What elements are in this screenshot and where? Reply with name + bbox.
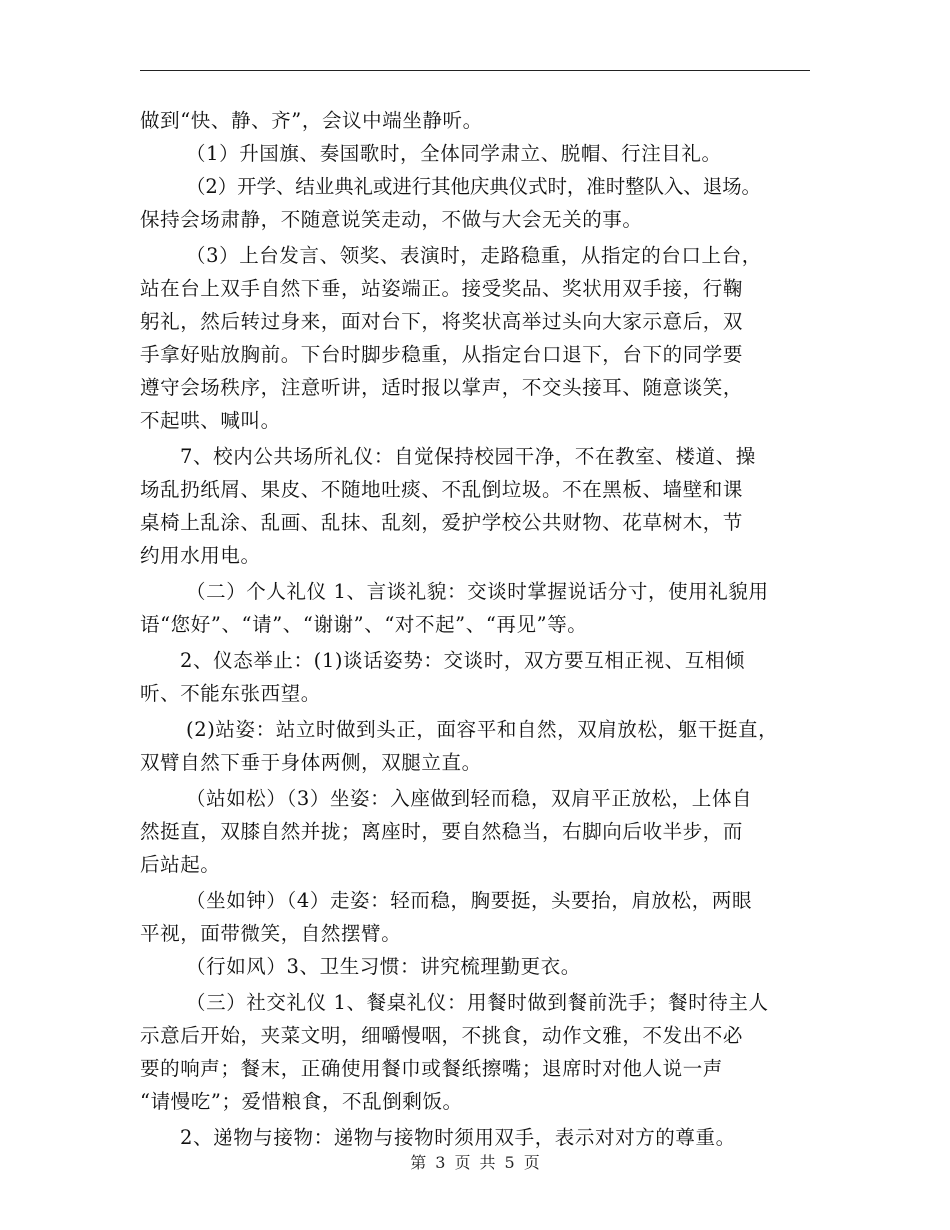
footer-label-unit: 页 bbox=[454, 1153, 471, 1172]
text-line: 双臂自然下垂于身体两侧，双腿立直。 bbox=[140, 751, 482, 774]
text-line: 示意后开始，夹菜文明，细嚼慢咽，不挑食，动作文雅，不发出不必 bbox=[140, 1024, 744, 1047]
text-line: 手拿好贴放胸前。下台时脚步稳重，从指定台口退下，台下的同学要 bbox=[140, 343, 744, 366]
text-line: 2、仪态举止：(1)谈话姿势：交谈时，双方要互相正视、互相倾 bbox=[180, 649, 746, 672]
text-line: 不起哄、喊叫。 bbox=[140, 409, 281, 432]
text-line: 平视，面带微笑，自然摆臂。 bbox=[140, 922, 402, 945]
text-line: 保持会场肃静，不随意说笑走动，不做与大会无关的事。 bbox=[140, 208, 643, 231]
text-line: 做到“快、静、齐”，会议中端坐静听。 bbox=[140, 109, 483, 132]
text-line: 场乱扔纸屑、果皮、不随地吐痰、不乱倒垃圾。不在黑板、墙壁和课 bbox=[140, 478, 744, 501]
footer-label-unit2: 页 bbox=[523, 1153, 540, 1172]
text-line: 躬礼，然后转过身来，面对台下，将奖状高举过头向大家示意后，双 bbox=[140, 310, 744, 333]
text-line: 然挺直，双膝自然并拢；离座时，要自然稳当，右脚向后收半步，而 bbox=[140, 820, 744, 843]
text-line: （2）开学、结业典礼或进行其他庆典仪式时，准时整队入、退场。 bbox=[186, 175, 761, 198]
footer-label-page: 第 bbox=[410, 1153, 427, 1172]
text-line: （二）个人礼仪 1、言谈礼貌：交谈时掌握说话分寸，使用礼貌用 bbox=[186, 580, 769, 603]
header-rule bbox=[140, 70, 810, 71]
text-line: （坐如钟）（4）走姿：轻而稳，胸要挺，头要抬，肩放松，两眼 bbox=[186, 889, 753, 912]
text-line: （1）升国旗、奏国歌时，全体同学肃立、脱帽、行注目礼。 bbox=[186, 142, 722, 165]
text-line: 听、不能东张西望。 bbox=[140, 682, 321, 705]
text-line: 2、递物与接物：递物与接物时须用双手，表示对对方的尊重。 bbox=[180, 1126, 736, 1149]
page-footer bbox=[0, 1150, 950, 1173]
text-line: 遵守会场秩序，注意听讲，适时报以掌声，不交头接耳、随意谈笑， bbox=[140, 376, 744, 399]
text-line: 约用水用电。 bbox=[140, 544, 261, 567]
text-line: （三）社交礼仪 1、餐桌礼仪：用餐时做到餐前洗手；餐时待主人 bbox=[186, 991, 769, 1014]
text-line: 桌椅上乱涂、乱画、乱抹、乱刻，爱护学校公共财物、花草树木，节 bbox=[140, 511, 744, 534]
text-line: （行如风）3、卫生习惯：讲究梳理勤更衣。 bbox=[186, 955, 581, 978]
text-line: 站在台上双手自然下垂，站姿端正。接受奖品、奖状用双手接，行鞠 bbox=[140, 277, 744, 300]
text-line: （3）上台发言、领奖、表演时，走路稳重，从指定的台口上台， bbox=[186, 244, 762, 267]
current-page-number: 3 bbox=[435, 1153, 446, 1172]
total-pages-number: 5 bbox=[504, 1153, 515, 1172]
footer-label-total: 共 bbox=[479, 1153, 496, 1172]
text-line: 语“您好”、“请”、“谢谢”、“对不起”、“再见”等。 bbox=[140, 613, 588, 636]
text-line: 7、校内公共场所礼仪：自觉保持校园干净，不在教室、楼道、操 bbox=[180, 445, 756, 468]
text-line: “请慢吃”；爱惜粮食，不乱倒剩饭。 bbox=[140, 1090, 463, 1113]
text-line: 后站起。 bbox=[140, 853, 221, 876]
text-line: (2)站姿：站立时做到头正，面容平和自然，双肩放松，躯干挺直， bbox=[186, 718, 779, 741]
document-body bbox=[140, 104, 820, 1154]
text-line: （站如松）（3）坐姿：入座做到轻而稳，双肩平正放松，上体自 bbox=[186, 787, 753, 810]
text-line: 要的响声；餐末，正确使用餐巾或餐纸擦嘴；退席时对他人说一声 bbox=[140, 1057, 723, 1080]
